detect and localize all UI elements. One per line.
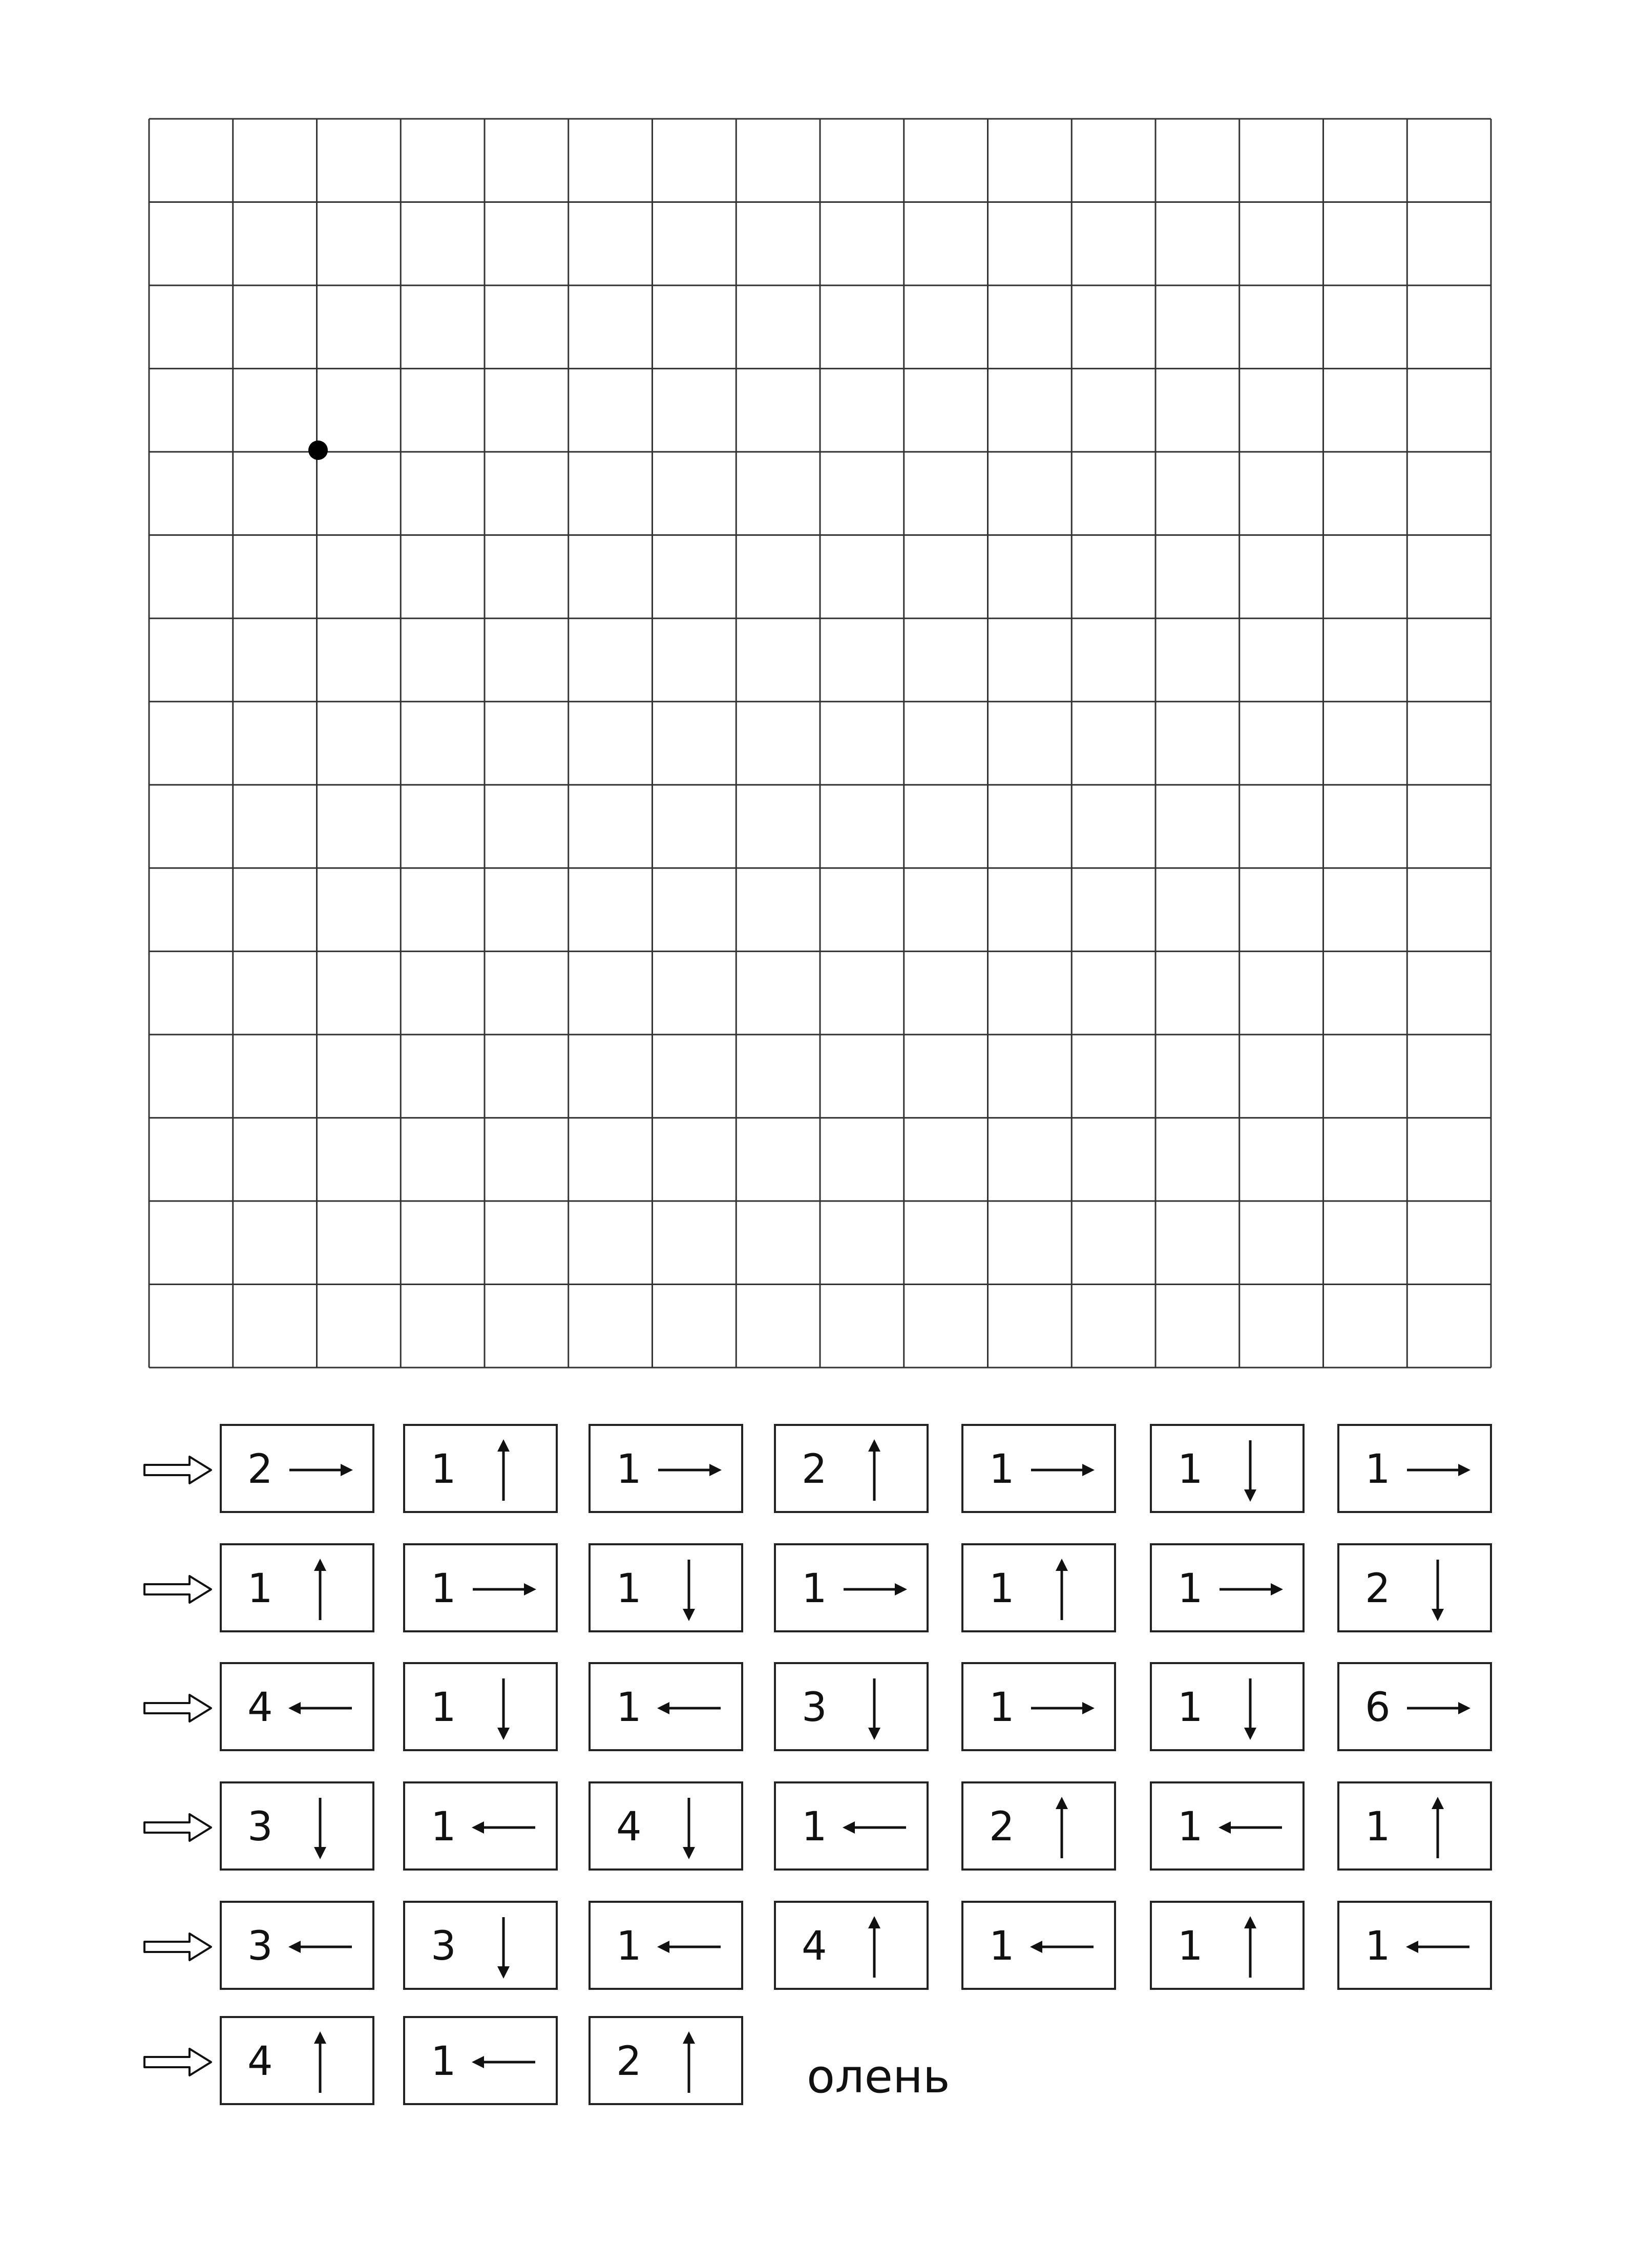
arrow-left-icon bbox=[287, 1697, 354, 1719]
step-count: 1 bbox=[1365, 1446, 1391, 1493]
step-card bbox=[403, 2016, 558, 2105]
step-count: 3 bbox=[247, 1804, 273, 1850]
arrow-down-icon bbox=[1239, 1676, 1262, 1741]
step-card bbox=[589, 2016, 743, 2105]
step-card bbox=[220, 1781, 374, 1871]
step-card bbox=[1337, 1424, 1492, 1513]
arrow-left-icon bbox=[1405, 1936, 1472, 1958]
step-count: 1 bbox=[616, 1446, 642, 1493]
step-count: 1 bbox=[989, 1446, 1015, 1493]
step-card bbox=[1150, 1781, 1305, 1871]
step-count: 3 bbox=[431, 1923, 456, 1969]
arrow-up-icon bbox=[309, 1558, 331, 1622]
step-count: 2 bbox=[989, 1804, 1015, 1850]
arrow-up-icon bbox=[1050, 1558, 1073, 1622]
step-card bbox=[220, 1901, 374, 1990]
step-count: 4 bbox=[802, 1923, 827, 1969]
step-count: 1 bbox=[1178, 1923, 1203, 1969]
step-card bbox=[589, 1662, 743, 1751]
step-card bbox=[961, 1543, 1116, 1632]
step-card bbox=[774, 1424, 929, 1513]
step-count: 1 bbox=[431, 1566, 456, 1612]
arrow-right-icon bbox=[1217, 1578, 1284, 1601]
drawing-grid bbox=[149, 119, 1491, 1368]
step-count: 1 bbox=[989, 1923, 1015, 1969]
step-card bbox=[961, 1781, 1116, 1871]
arrow-right-icon bbox=[656, 1459, 723, 1481]
step-card bbox=[589, 1424, 743, 1513]
arrow-up-icon bbox=[1050, 1796, 1073, 1860]
step-card bbox=[589, 1781, 743, 1871]
arrow-left-icon bbox=[842, 1816, 908, 1839]
step-count: 4 bbox=[247, 1685, 273, 1731]
step-card bbox=[774, 1901, 929, 1990]
step-card bbox=[220, 2016, 374, 2105]
step-card bbox=[1150, 1424, 1305, 1513]
step-count: 1 bbox=[431, 1804, 456, 1850]
step-card bbox=[403, 1781, 558, 1871]
arrow-right-icon bbox=[471, 1578, 537, 1601]
step-count: 2 bbox=[1365, 1566, 1391, 1612]
arrow-left-icon bbox=[287, 1936, 354, 1958]
step-card bbox=[1337, 1543, 1492, 1632]
step-card bbox=[403, 1901, 558, 1990]
step-card bbox=[1150, 1901, 1305, 1990]
arrow-down-icon bbox=[863, 1676, 886, 1741]
answer-word: олень bbox=[807, 2050, 950, 2104]
step-count: 1 bbox=[1178, 1804, 1203, 1850]
arrow-left-icon bbox=[471, 2051, 537, 2073]
arrow-down-icon bbox=[309, 1796, 331, 1860]
step-count: 2 bbox=[616, 2039, 642, 2085]
step-card bbox=[220, 1543, 374, 1632]
step-count: 2 bbox=[802, 1446, 827, 1493]
step-card bbox=[1337, 1781, 1492, 1871]
step-card bbox=[220, 1662, 374, 1751]
step-count: 3 bbox=[802, 1685, 827, 1731]
step-count: 1 bbox=[431, 1446, 456, 1493]
arrow-down-icon bbox=[678, 1796, 700, 1860]
arrow-up-icon bbox=[1426, 1796, 1449, 1860]
step-card bbox=[774, 1543, 929, 1632]
arrow-left-icon bbox=[471, 1816, 537, 1839]
arrow-down-icon bbox=[492, 1676, 515, 1741]
row-pointer-arrow-icon bbox=[142, 1574, 214, 1605]
row-pointer-arrow-icon bbox=[142, 1693, 214, 1724]
arrow-left-icon bbox=[656, 1936, 723, 1958]
arrow-down-icon bbox=[1426, 1558, 1449, 1622]
arrow-up-icon bbox=[309, 2030, 331, 2095]
row-pointer-arrow-icon bbox=[142, 2047, 214, 2077]
arrow-down-icon bbox=[492, 1915, 515, 1980]
step-card bbox=[774, 1781, 929, 1871]
step-count: 1 bbox=[802, 1804, 827, 1850]
step-count: 1 bbox=[1365, 1923, 1391, 1969]
row-pointer-arrow-icon bbox=[142, 1931, 214, 1962]
arrow-right-icon bbox=[287, 1459, 354, 1481]
arrow-down-icon bbox=[678, 1558, 700, 1622]
step-card bbox=[961, 1662, 1116, 1751]
step-count: 1 bbox=[616, 1685, 642, 1731]
arrow-up-icon bbox=[863, 1915, 886, 1980]
step-count: 1 bbox=[1178, 1566, 1203, 1612]
arrow-right-icon bbox=[842, 1578, 908, 1601]
step-count: 1 bbox=[616, 1566, 642, 1612]
step-card bbox=[1150, 1662, 1305, 1751]
arrow-left-icon bbox=[1217, 1816, 1284, 1839]
step-count: 1 bbox=[802, 1566, 827, 1612]
step-count: 1 bbox=[616, 1923, 642, 1969]
step-card bbox=[961, 1901, 1116, 1990]
step-count: 6 bbox=[1365, 1685, 1391, 1731]
step-card bbox=[403, 1543, 558, 1632]
step-card bbox=[220, 1424, 374, 1513]
arrow-left-icon bbox=[656, 1697, 723, 1719]
arrow-up-icon bbox=[863, 1438, 886, 1503]
arrow-right-icon bbox=[1405, 1459, 1472, 1481]
step-count: 1 bbox=[431, 1685, 456, 1731]
step-card bbox=[774, 1662, 929, 1751]
arrow-up-icon bbox=[1239, 1915, 1262, 1980]
step-count: 1 bbox=[989, 1566, 1015, 1612]
step-card bbox=[1150, 1543, 1305, 1632]
arrow-down-icon bbox=[1239, 1438, 1262, 1503]
row-pointer-arrow-icon bbox=[142, 1812, 214, 1843]
step-card bbox=[589, 1901, 743, 1990]
step-card bbox=[961, 1424, 1116, 1513]
step-count: 1 bbox=[247, 1566, 273, 1612]
step-card bbox=[403, 1662, 558, 1751]
step-count: 4 bbox=[616, 1804, 642, 1850]
arrow-right-icon bbox=[1405, 1697, 1472, 1719]
arrow-up-icon bbox=[492, 1438, 515, 1503]
step-card bbox=[589, 1543, 743, 1632]
row-pointer-arrow-icon bbox=[142, 1455, 214, 1485]
step-count: 4 bbox=[247, 2039, 273, 2085]
arrow-right-icon bbox=[1029, 1459, 1096, 1481]
step-card bbox=[1337, 1901, 1492, 1990]
step-count: 1 bbox=[989, 1685, 1015, 1731]
step-count: 1 bbox=[1178, 1685, 1203, 1731]
step-count: 3 bbox=[247, 1923, 273, 1969]
step-count: 2 bbox=[247, 1446, 273, 1493]
step-count: 1 bbox=[1365, 1804, 1391, 1850]
arrow-left-icon bbox=[1029, 1936, 1096, 1958]
arrow-right-icon bbox=[1029, 1697, 1096, 1719]
step-card bbox=[1337, 1662, 1492, 1751]
start-dot bbox=[308, 440, 328, 460]
arrow-up-icon bbox=[678, 2030, 700, 2095]
step-count: 1 bbox=[1178, 1446, 1203, 1493]
step-count: 1 bbox=[431, 2039, 456, 2085]
step-card bbox=[403, 1424, 558, 1513]
